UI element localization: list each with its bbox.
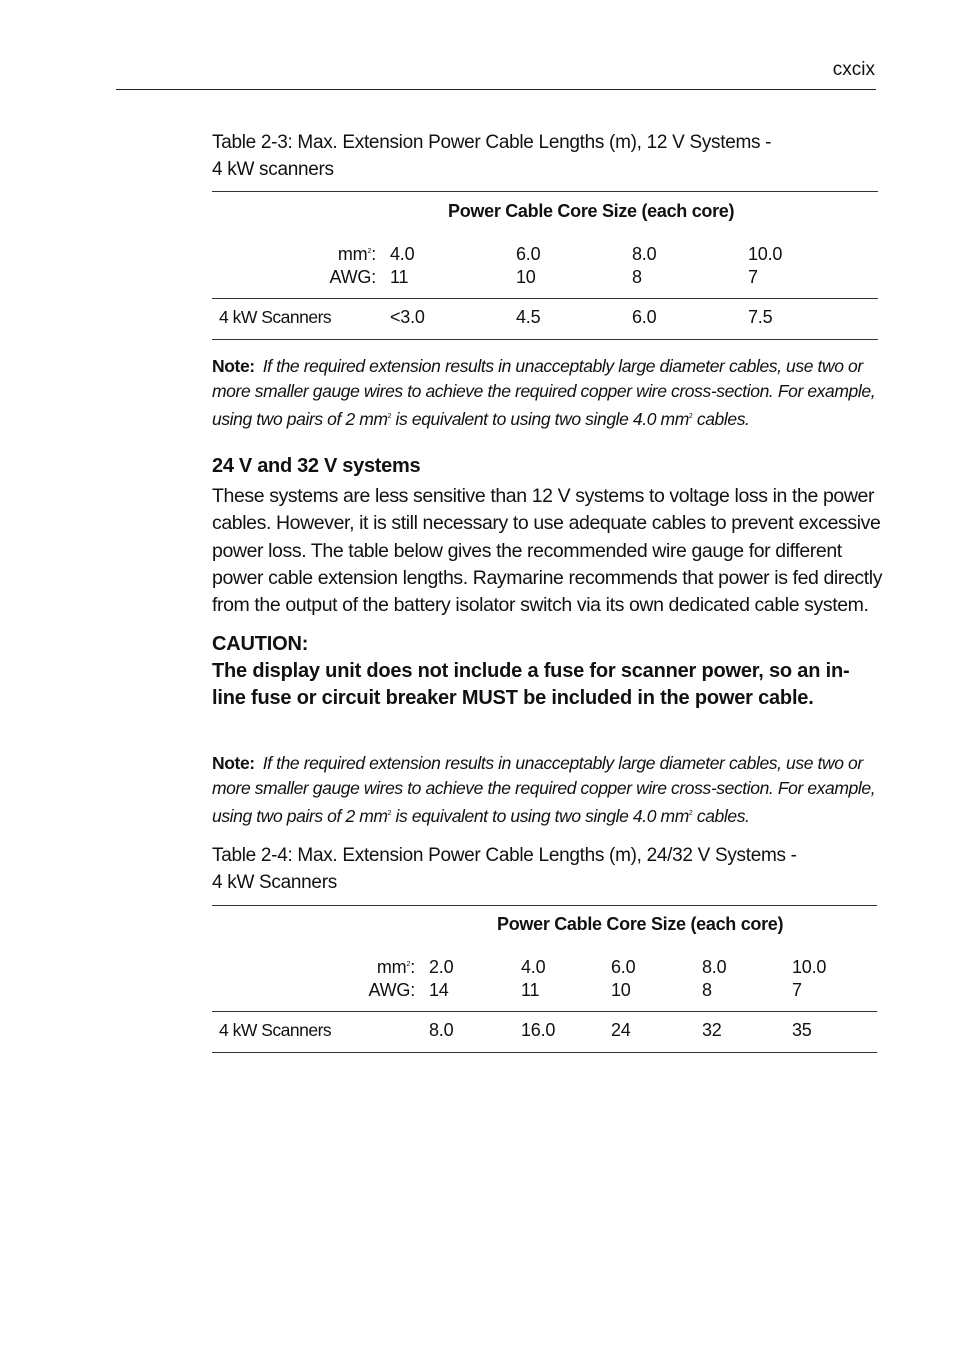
table-2-4-header: Power Cable Core Size (each core) xyxy=(497,914,784,934)
table-2-3-top-rule xyxy=(212,191,878,192)
table-2-3-caption-line2: 4 kW scanners xyxy=(212,159,334,180)
table-2-3-awg-value: 7 xyxy=(748,267,758,287)
table-2-4-awg-value: 11 xyxy=(521,980,540,1000)
table-2-3-caption xyxy=(212,129,771,183)
table-2-4-mm-value: 6.0 xyxy=(611,957,636,977)
table-2-4-cell: 35 xyxy=(792,1020,812,1040)
table-2-4-caption-line1: Table 2-4: Max. Extension Power Cable Lengths (m), 24/32 V Systems - xyxy=(212,845,797,866)
table-2-4-awg-value: 14 xyxy=(429,980,449,1000)
table-2-3-mm-label: $mm^2$: xyxy=(337,244,376,264)
caution-block xyxy=(212,631,882,712)
table-2-3-mm-value: 6.0 xyxy=(516,244,541,264)
table-2-4-mm-value: 10.0 xyxy=(792,957,827,977)
table-2-4-mm-value: 4.0 xyxy=(521,957,546,977)
table-2-3-caption-line1: Table 2-3: Max. Extension Power Cable Lengths (m), 12 V Systems - xyxy=(212,132,772,153)
table-2-4-mm-value: 2.0 xyxy=(429,957,454,977)
table-2-3-awg-label: AWG: xyxy=(329,267,376,287)
note-label: Note: xyxy=(212,753,255,773)
table-2-4-top-rule xyxy=(212,905,877,906)
table-2-4-cell: 32 xyxy=(702,1020,722,1040)
table-2-4-awg-label: AWG: xyxy=(368,980,415,1000)
note-text: If the required extension results in unacceptably large diameter cables, use two or more smaller gauge wires to achieve the required copper wire cross-section. For example, using two pairs of 2 mm xyxy=(212,753,876,826)
table-2-3-awg-value: 8 xyxy=(632,267,642,287)
section-heading: 24 V and 32 V systems xyxy=(212,455,421,477)
table-2-4-awg-value: 8 xyxy=(702,980,712,1000)
note-2: Note: If the required extension results in unacceptably large diameter cables, use two or more smaller gauge wires to achieve the required copper wire cross-section. For example, using two pairs of 2 $mm^2$ is equivalent to using two single 4.0 $mm^2$ cables. xyxy=(212,753,876,826)
table-2-4-mm-value: 8.0 xyxy=(702,957,727,977)
table-2-4-bottom-rule xyxy=(212,1052,877,1053)
table-2-4-cell: 16.0 xyxy=(521,1020,556,1040)
page-number: cxcix xyxy=(832,59,875,80)
table-2-3-cell: 7.5 xyxy=(748,307,773,327)
table-2-4-mm-label: $mm^2$: xyxy=(376,957,415,977)
caution-text: The display unit does not include a fuse for scanner power, so an in-line fuse or circuit breaker MUST be included in the power cable. xyxy=(212,660,850,709)
table-2-3-bottom-rule xyxy=(212,339,878,340)
table-2-3-cell: 6.0 xyxy=(632,307,657,327)
table-2-3-mid-rule xyxy=(212,298,878,299)
table-2-4-caption xyxy=(212,842,797,896)
table-2-4-cell: 8.0 xyxy=(429,1020,454,1040)
table-2-4-awg-value: 10 xyxy=(611,980,631,1000)
table-2-3-header: Power Cable Core Size (each core) xyxy=(448,201,735,221)
table-2-3-row-label: 4 kW Scanners xyxy=(219,307,332,327)
table-2-4-mid-rule xyxy=(212,1011,877,1012)
table-2-3-cell: <3.0 xyxy=(390,307,425,327)
table-2-3-awg-value: 11 xyxy=(390,267,409,287)
caution-label: CAUTION: xyxy=(212,633,309,655)
table-2-4-caption-line2: 4 kW Scanners xyxy=(212,872,337,893)
note-label: Note: xyxy=(212,356,255,376)
note-text: If the required extension results in unacceptably large diameter cables, use two or more smaller gauge wires to achieve the required copper wire cross-section. For example, using two pairs of 2 mm xyxy=(212,356,876,429)
note-1: Note: If the required extension results in unacceptably large diameter cables, use two or more smaller gauge wires to achieve the required copper wire cross-section. For example, using two pairs of 2 $mm^2$ is equivalent to using two single 4.0 $mm^2$ cables. xyxy=(212,356,876,429)
table-2-3-mm-value: 8.0 xyxy=(632,244,657,264)
table-2-4-cell: 24 xyxy=(611,1020,631,1040)
table-2-4-row-label: 4 kW Scanners xyxy=(219,1020,332,1040)
table-2-3-mm-value: 4.0 xyxy=(390,244,415,264)
table-2-3-awg-value: 10 xyxy=(516,267,536,287)
header-rule xyxy=(116,89,876,90)
table-2-3-cell: 4.5 xyxy=(516,307,541,327)
table-2-3-mm-value: 10.0 xyxy=(748,244,783,264)
table-2-4-awg-value: 7 xyxy=(792,980,802,1000)
body-paragraph: These systems are less sensitive than 12 V systems to voltage loss in the power cables. However, it is still necessary to use adequate cables to prevent excessive power loss. The table below gives the recommended wire gauge for different power cable extension lengths. Raymarine recommends that power is fed directly from the output of the battery isolator switch via its own dedicated cable system. xyxy=(212,485,883,617)
